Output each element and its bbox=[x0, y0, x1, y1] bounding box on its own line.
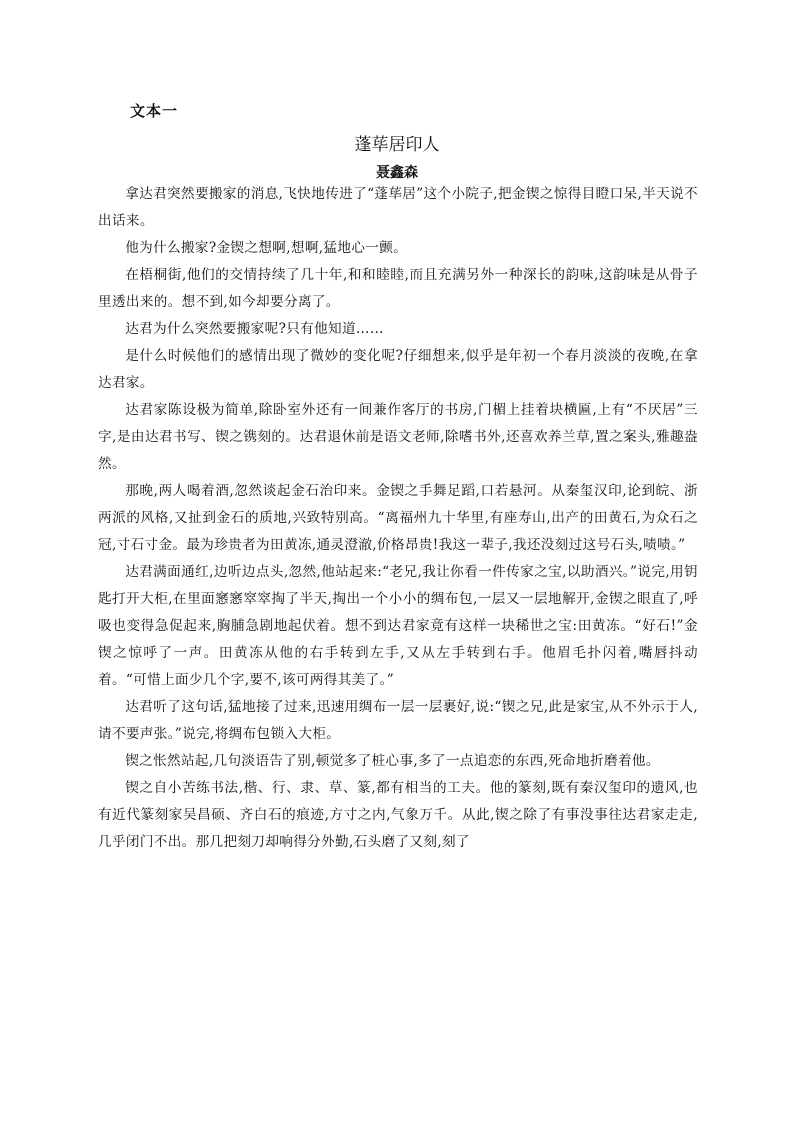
paragraph: 拿达君突然要搬家的消息,飞快地传进了“蓬荜居”这个小院子,把金锲之惊得目瞪口呆,半天说不出话来。 bbox=[98, 186, 698, 229]
paragraph: 达君家陈设极为简单,除卧室外还有一间兼作客厅的书房,门楣上挂着块横匾,上有“不厌居”三字,是由达君书写、锲之镌刻的。达君退休前是语文老师,除嗜书外,还喜欢养兰草,置之案头,雅趣盎然。 bbox=[98, 402, 698, 472]
paragraph: 锲之自小苦练书法,楷、行、隶、草、篆,都有相当的工夫。他的篆刻,既有秦汉玺印的遗风,也有近代篆刻家吴昌硕、齐白石的痕迹,方寸之内,气象万千。从此,锲之除了有事没事往达君家走走,几乎闭门不出。那几把刻刀却响得分外勤,石头磨了又刻,刻了 bbox=[98, 780, 698, 850]
paragraph: 锲之怅然站起,几句淡语告了别,顿觉多了桩心事,多了一点追恋的东西,死命地折磨着他。 bbox=[125, 753, 660, 769]
paragraph: 达君为什么突然要搬家呢?只有他知道…… bbox=[125, 321, 384, 337]
article-title: 蓬荜居印人 bbox=[354, 135, 440, 155]
paragraph: 他为什么搬家?金锲之想啊,想啊,猛地心一颤。 bbox=[125, 240, 408, 256]
paragraph: 是什么时候他们的感情出现了微妙的变化呢?仔细想来,似乎是年初一个春月淡淡的夜晚,在拿达君家。 bbox=[98, 348, 698, 391]
section-label: 文本一 bbox=[130, 102, 179, 120]
paragraph: 那晚,两人喝着酒,忽然谈起金石治印来。金锲之手舞足蹈,口若悬河。从秦玺汉印,论到皖、浙两派的风格,又扯到金石的质地,兴致特别高。“离福州九十华里,有座寿山,出产的田黄石,为众石之冠,寸石寸金。最为珍贵者为田黄冻,通灵澄澈,价格昂贵!我这一辈子,我还没刻过这号石头,啧啧。” bbox=[98, 483, 698, 553]
article-author: 聂鑫森 bbox=[376, 165, 418, 181]
paragraph: 达君听了这句话,猛地接了过来,迅速用绸布一层一层裹好,说:“锲之兄,此是家宝,从不外示于人,请不要声张。”说完,将绸布包锁入大柜。 bbox=[98, 699, 698, 742]
paragraph: 在梧桐街,他们的交情持续了几十年,和和睦睦,而且充满另外一种深长的韵味,这韵味是从骨子里透出来的。想不到,如今却要分离了。 bbox=[98, 267, 698, 310]
paragraph: 达君满面通红,边听边点头,忽然,他站起来:“老兄,我让你看一件传家之宝,以助酒兴。”说完,用钥匙打开大柜,在里面窸窸窣窣掏了半天,掏出一个小小的绸布包,一层又一层地解开,金锲之眼直了,呼吸也变得急促起来,胸脯急剧地起伏着。想不到达君家竟有这样一块稀世之宝:田黄冻。“好石!”金锲之惊呼了一声。田黄冻从他的右手转到左手,又从左手转到右手。他眉毛扑闪着,嘴唇抖动着。“可惜上面少几个字,要不,该可两得其美了。” bbox=[98, 564, 698, 688]
article-body bbox=[98, 181, 698, 856]
